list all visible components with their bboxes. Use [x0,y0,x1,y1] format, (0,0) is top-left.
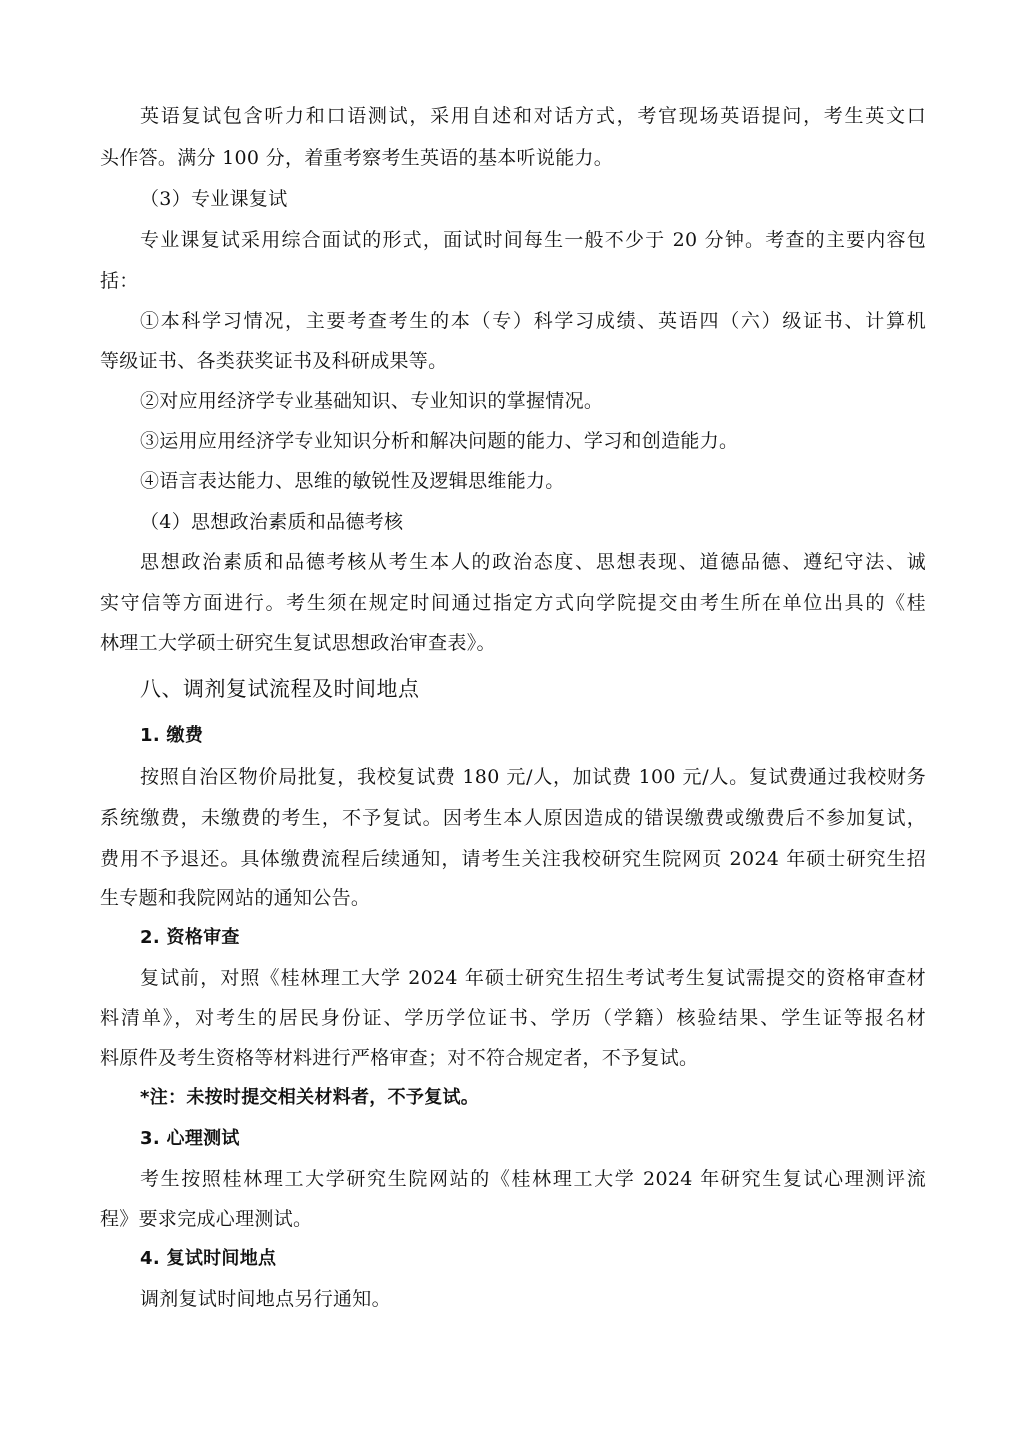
note-text: *注：未按时提交相关材料者，不予复试。 [140,1087,480,1108]
paragraph-line: 生专题和我院网站的通知公告。 [100,887,371,909]
section-heading: 八、调剂复试流程及时间地点 [140,677,420,701]
paragraph-line: 料清单》，对考生的居民身份证、学历学位证书、学历（学籍）核验结果、学生证等报名材 [100,1007,926,1029]
numbered-heading: 3. 心理测试 [140,1128,240,1149]
list-item-line: ②对应用经济学专业基础知识、专业知识的掌握情况。 [140,390,604,412]
paragraph-line: 系统缴费，未缴费的考生，不予复试。因考生本人原因造成的错误缴费或缴费后不参加复试， [100,807,926,829]
numbered-heading: 1. 缴费 [140,725,204,746]
list-item-line: ③运用应用经济学专业知识分析和解决问题的能力、学习和创造能力。 [140,430,739,452]
paragraph-line: 复试前，对照《桂林理工大学 2024 年硕士研究生招生考试考生复试需提交的资格审查材 [140,967,926,989]
list-item-line: 等级证书、各类获奖证书及科研成果等。 [100,350,448,372]
numbered-heading: 2. 资格审查 [140,927,240,948]
paragraph-line: 调剂复试时间地点另行通知。 [140,1288,391,1310]
paragraph-line: 专业课复试采用综合面试的形式，面试时间每生一般不少于 20 分钟。考查的主要内容包 [140,229,926,251]
paragraph-line: 按照自治区物价局批复，我校复试费 180 元/人，加试费 100 元/人。复试费通过我校财务 [140,766,926,788]
subheading: （4）思想政治素质和品德考核 [140,511,404,533]
paragraph-line: 实守信等方面进行。考生须在规定时间通过指定方式向学院提交由考生所在单位出具的《桂 [100,592,926,614]
subheading: （3）专业课复试 [140,188,288,210]
list-item-line: ④语言表达能力、思维的敏锐性及逻辑思维能力。 [140,470,565,492]
paragraph-line: 括： [100,270,139,292]
list-item-line: ①本科学习情况，主要考查考生的本（专）科学习成绩、英语四（六）级证书、计算机 [140,310,926,332]
paragraph-line: 头作答。满分 100 分，着重考察考生英语的基本听说能力。 [100,147,614,169]
paragraph-line: 考生按照桂林理工大学研究生院网站的《桂林理工大学 2024 年研究生复试心理测评流 [140,1168,926,1190]
paragraph-line: 程》要求完成心理测试。 [100,1208,313,1230]
numbered-heading: 4. 复试时间地点 [140,1248,277,1269]
paragraph-line: 林理工大学硕士研究生复试思想政治审查表》。 [100,632,496,654]
paragraph-line: 英语复试包含听力和口语测试，采用自述和对话方式，考官现场英语提问，考生英文口 [140,105,926,127]
paragraph-line: 思想政治素质和品德考核从考生本人的政治态度、思想表现、道德品德、遵纪守法、诚 [140,551,926,573]
paragraph-line: 料原件及考生资格等材料进行严格审查；对不符合规定者，不予复试。 [100,1047,699,1069]
paragraph-line: 费用不予退还。具体缴费流程后续通知，请考生关注我校研究生院网页 2024 年硕士研究生招 [100,848,926,870]
